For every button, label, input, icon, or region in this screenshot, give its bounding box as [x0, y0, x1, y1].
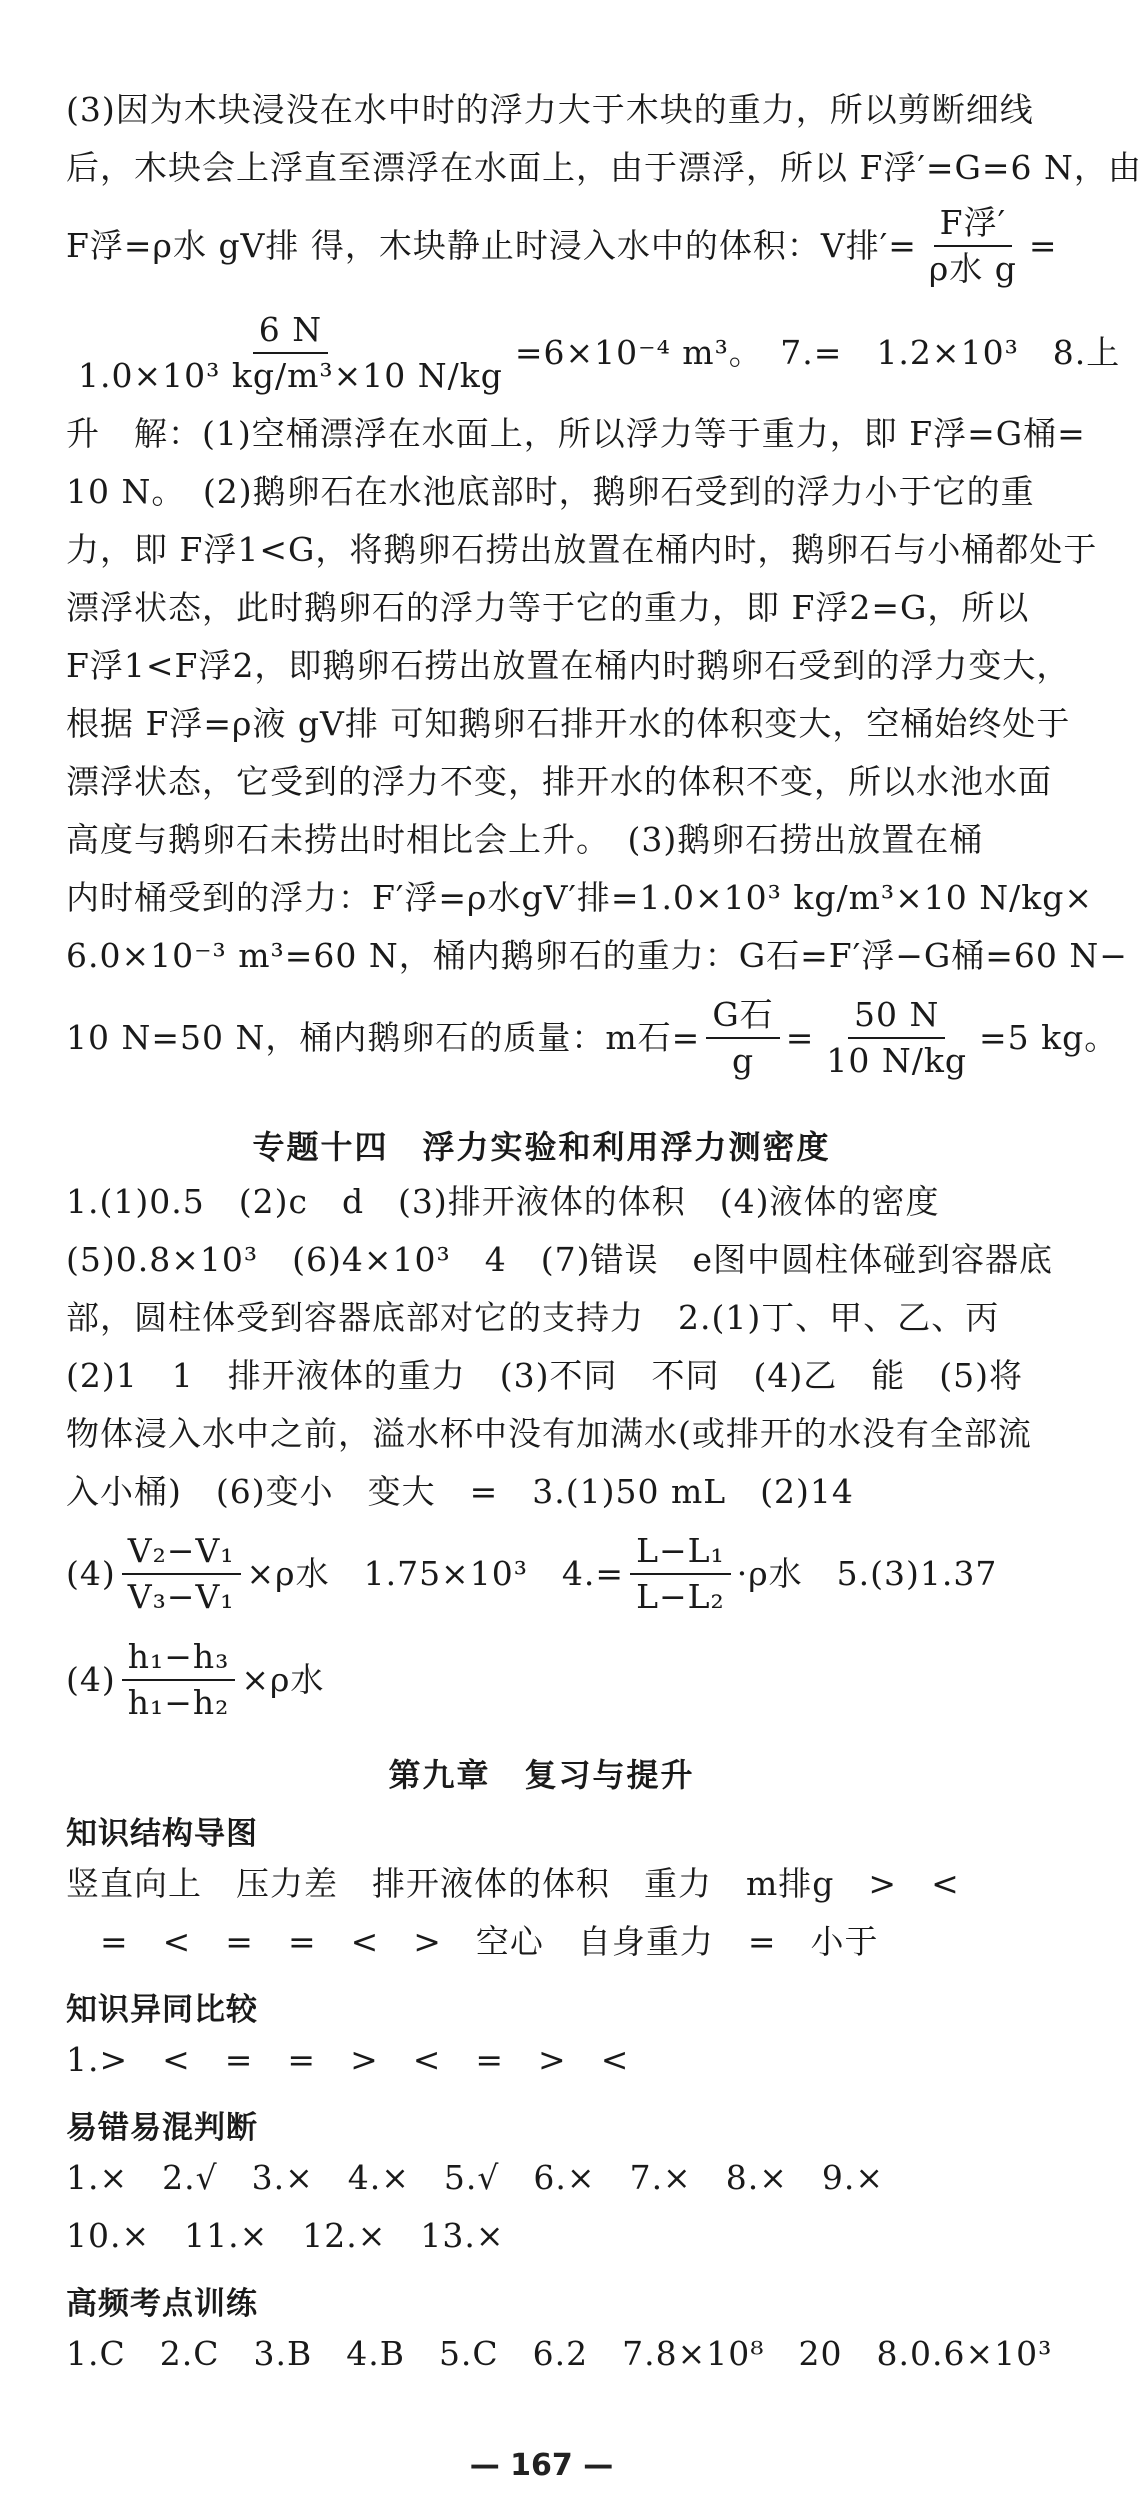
formula-text: =6×10⁻⁴ m³。 7.= 1.2×10³ 8.上 — [514, 333, 1121, 372]
text-line: 10 N。 (2)鹅卵石在水池底部时，鹅卵石受到的浮力小于它的重 — [66, 472, 1035, 511]
text-line: 高度与鹅卵石未捞出时相比会上升。 (3)鹅卵石捞出放置在桶 — [66, 820, 984, 859]
text-line: 根据 F浮=ρ液 gV排 可知鹅卵石排开水的体积变大，空桶始终处于 — [66, 704, 1071, 743]
fraction-denominator: ρ水 g — [928, 249, 1017, 288]
formula-text: (4) — [66, 1660, 116, 1699]
formula-line — [66, 305, 1120, 401]
text-line: 1.> < = = > < = > < — [66, 2040, 630, 2079]
formula-line — [66, 1526, 997, 1622]
chapter-heading: 第九章 复习与提升 — [388, 1756, 695, 1794]
text-line: 1.× 2.√ 3.× 4.× 5.√ 6.× 7.× 8.× 9.× — [66, 2158, 884, 2197]
subsection-title: 高频考点训练 — [66, 2286, 258, 2322]
text-line: 竖直向上 压力差 排开液体的体积 重力 m排g > < — [66, 1864, 960, 1903]
text-line: 部，圆柱体受到容器底部对它的支持力 2.(1)丁、甲、乙、丙 — [66, 1298, 1000, 1337]
formula-text: 10 N=50 N，桶内鹅卵石的质量：m石= — [66, 1018, 701, 1057]
text-line: 升 解：(1)空桶漂浮在水面上，所以浮力等于重力，即 F浮=G桶= — [66, 414, 1086, 453]
text-line: 10.× 11.× 12.× 13.× — [66, 2216, 505, 2255]
text-line: (3)因为木块浸没在水中时的浮力大于木块的重力，所以剪断细线 — [66, 90, 1034, 129]
text-line: (5)0.8×10³ (6)4×10³ 4 (7)错误 e图中圆柱体碰到容器底 — [66, 1240, 1053, 1279]
text-line: 6.0×10⁻³ m³=60 N，桶内鹅卵石的重力：G石=F′浮−G桶=60 N− — [66, 936, 1128, 975]
text-line: 漂浮状态，此时鹅卵石的浮力等于它的重力，即 F浮2=G，所以 — [66, 588, 1030, 627]
text-line: F浮1<F浮2，即鹅卵石捞出放置在桶内时鹅卵石受到的浮力变大， — [66, 646, 1071, 685]
formula-text: ×ρ水 1.75×10³ 4.= — [246, 1554, 625, 1593]
formula-text: ×ρ水 — [241, 1660, 325, 1699]
section-heading: 专题十四 浮力实验和利用浮力测密度 — [252, 1128, 831, 1166]
fraction-denominator: 10 N/kg — [826, 1041, 967, 1080]
text-line: = < = = < > 空心 自身重力 = 小于 — [66, 1922, 879, 1961]
fraction-denominator: 1.0×10³ kg/m³×10 N/kg — [78, 356, 503, 395]
formula-text: F浮=ρ水 gV排 得，木块静止时浸入水中的体积：V排′= — [66, 226, 917, 265]
formula-text: (4) — [66, 1554, 116, 1593]
formula-text: =5 kg。 — [978, 1018, 1119, 1057]
text-line: (2)1 1 排开液体的重力 (3)不同 不同 (4)乙 能 (5)将 — [66, 1356, 1023, 1395]
fraction-numerator: 50 N — [848, 995, 945, 1039]
fraction-denominator: h₁−h₂ — [127, 1683, 230, 1722]
text-line: 漂浮状态，它受到的浮力不变，排开水的体积不变，所以水池水面 — [66, 762, 1052, 801]
text-line: 1.(1)0.5 (2)c d (3)排开液体的体积 (4)液体的密度 — [66, 1182, 940, 1221]
fraction — [706, 995, 779, 1081]
fraction-numerator: V₂−V₁ — [122, 1531, 241, 1575]
page-number: — 167 — — [469, 2448, 614, 2483]
text-line: 后，木块会上浮直至漂浮在水面上，由于漂浮，所以 F浮′=G=6 N，由 — [66, 148, 1142, 187]
fraction — [122, 1531, 241, 1617]
subsection-title: 知识异同比较 — [66, 1992, 258, 2028]
fraction-numerator: G石 — [706, 995, 779, 1039]
subsection-title: 易错易混判断 — [66, 2110, 258, 2146]
fraction-denominator: V₃−V₁ — [127, 1577, 235, 1616]
formula-line — [66, 198, 1058, 294]
formula-line — [66, 1632, 324, 1728]
fraction-numerator: 6 N — [253, 310, 328, 354]
fraction-numerator: L−L₁ — [630, 1531, 731, 1575]
formula-text: = — [785, 1018, 815, 1057]
formula-text: ·ρ水 5.(3)1.37 — [736, 1554, 998, 1593]
fraction — [122, 1637, 236, 1723]
text-line: 1.C 2.C 3.B 4.B 5.C 6.2 7.8×10⁸ 20 8.0.6×10³ — [66, 2334, 1053, 2373]
text-line: 内时桶受到的浮力：F′浮=ρ水gV′排=1.0×10³ kg/m³×10 N/kg× — [66, 878, 1094, 917]
formula-line — [66, 990, 1118, 1086]
fraction-denominator: L−L₂ — [636, 1577, 725, 1616]
fraction-numerator: h₁−h₃ — [122, 1637, 236, 1681]
text-line: 物体浸入水中之前，溢水杯中没有加满水(或排开的水没有全部流 — [66, 1414, 1032, 1453]
fraction — [630, 1531, 731, 1617]
text-line: 入小桶) (6)变小 变大 = 3.(1)50 mL (2)14 — [66, 1472, 854, 1511]
formula-text: = — [1028, 226, 1058, 265]
fraction-numerator: F浮′ — [934, 203, 1012, 247]
fraction — [923, 203, 1023, 289]
subsection-title: 知识结构导图 — [66, 1816, 258, 1852]
fraction — [820, 995, 973, 1081]
fraction — [72, 310, 509, 396]
fraction-denominator: g — [731, 1041, 755, 1080]
text-line: 力，即 F浮1<G，将鹅卵石捞出放置在桶内时，鹅卵石与小桶都处于 — [66, 530, 1098, 569]
